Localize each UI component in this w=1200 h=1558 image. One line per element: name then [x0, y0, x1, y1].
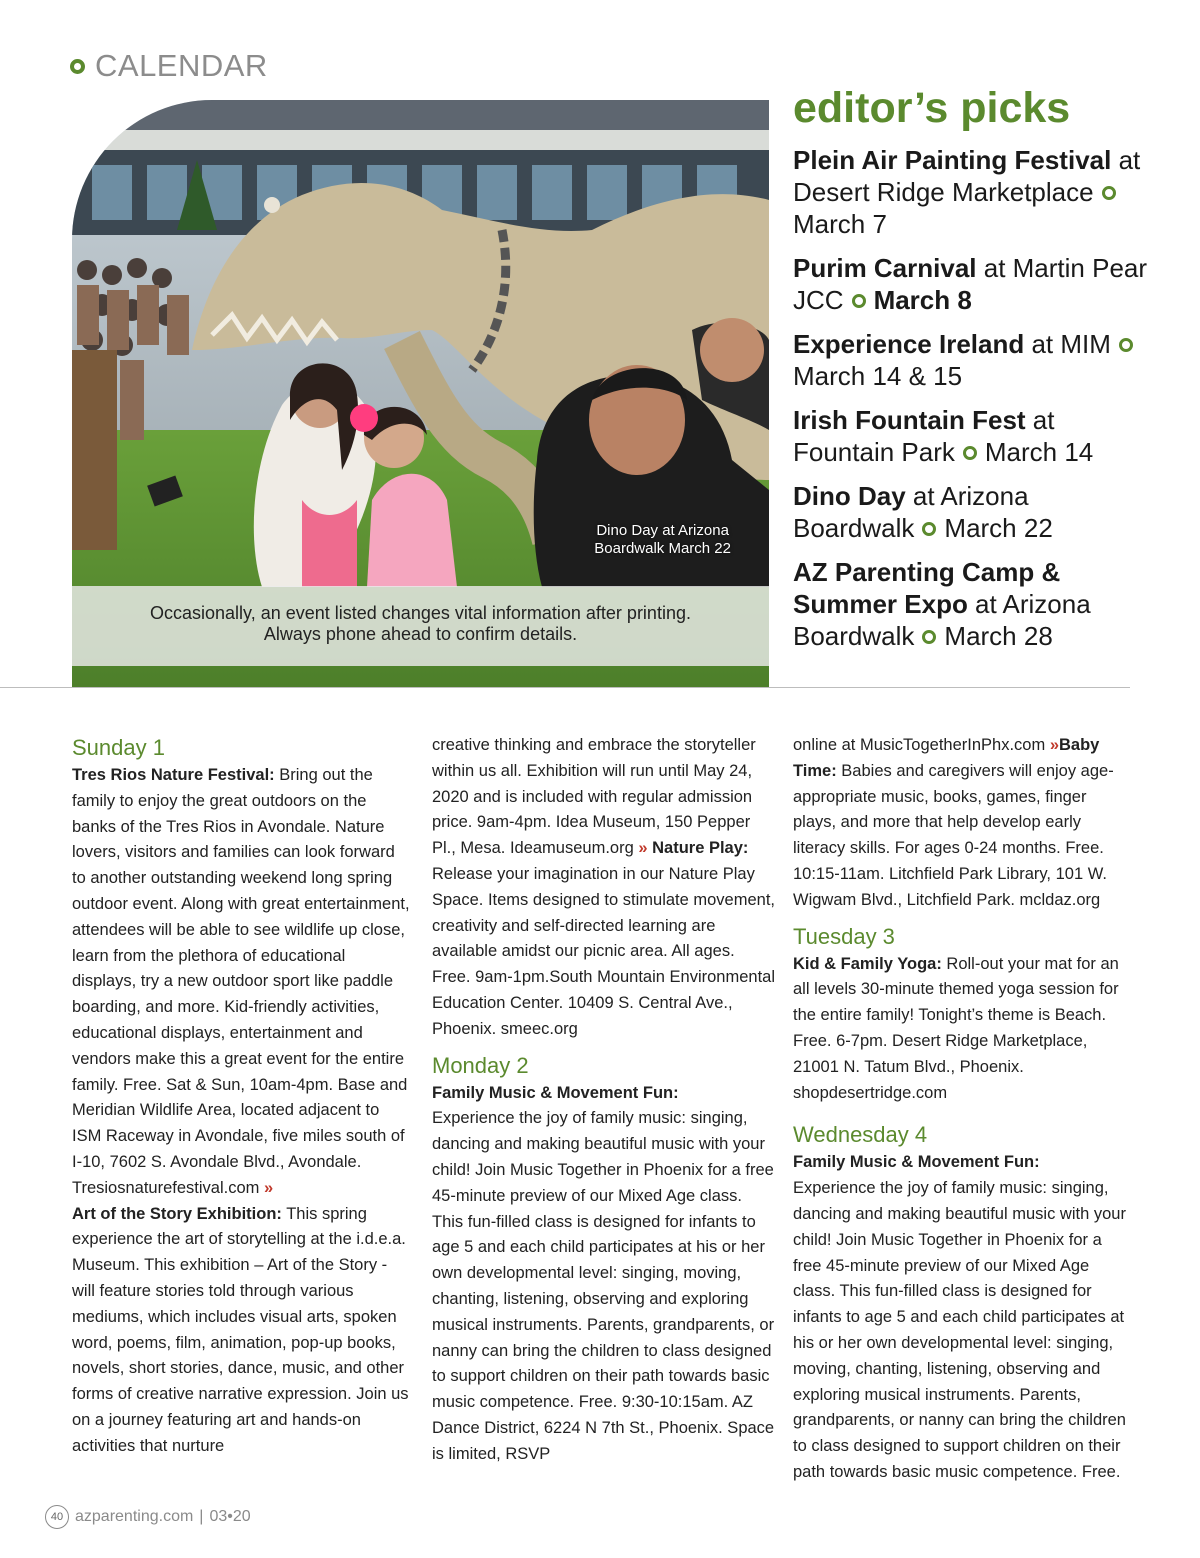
- disclaimer-notice: [72, 586, 769, 666]
- page-number: 40: [45, 1505, 69, 1529]
- event-body: Roll-out your mat for an all levels 30-minute themed yoga session for the entire family! Tonight’s theme is Beach. Free. 6-7pm. Desert Ridge Marketplace, 21001 N. Tatum Blvd., Phoenix. shopdesertridge.com: [793, 954, 1119, 1102]
- pick-event: Irish Fountain Fest: [793, 405, 1026, 435]
- event-title: Family Music & Movement Fun:: [793, 1153, 1040, 1172]
- section-label: [70, 48, 268, 84]
- event-body: online at MusicTogetherInPhx.com: [793, 736, 1050, 754]
- event-entry: [432, 733, 775, 1043]
- bullet-ring-icon: [1102, 186, 1116, 200]
- pick-date: March 14 & 15: [793, 361, 963, 391]
- pick-venue: at Fountain Park: [793, 405, 1055, 467]
- event-entry: [793, 952, 1133, 1107]
- bullet-ring-icon: [70, 59, 85, 74]
- pick-date: March 8: [873, 285, 972, 315]
- event-entry: [72, 763, 410, 1202]
- event-title: Baby Time:: [793, 736, 1100, 780]
- pick-item: [793, 556, 1153, 652]
- bullet-ring-icon: [922, 522, 936, 536]
- separator-icon: »: [1049, 736, 1059, 754]
- separator-icon: »: [638, 839, 648, 858]
- pick-item: [793, 328, 1153, 392]
- event-title: Kid & Family Yoga:: [793, 954, 942, 973]
- event-title: Art of the Story Exhibition:: [72, 1204, 282, 1223]
- photo-caption: [594, 522, 731, 558]
- pick-venue: at Arizona Boardwalk: [793, 481, 1029, 543]
- pick-event: Plein Air Painting Festival: [793, 145, 1112, 175]
- event-title: Tres Rios Nature Festival:: [72, 766, 275, 784]
- footer-issue: 03•20: [209, 1508, 251, 1525]
- event-entry: [793, 733, 1133, 914]
- event-body: Experience the joy of family music: singing, dancing and making beautiful music with your child! Join Music Together in Phoenix for a free 45-minute preview of our Mixed Age class. This fun-filled class is designed for infants to age 5 and each child participates at his or her own developmental level: singing, moving, chanting, listening, observing and exploring musical instruments. Parents, grandparents, or nanny can bring the children to class designed to support children on their path towards basic music competence. Free. 9:30-10:15am. AZ Dance District, 6224 N 7th St., Phoenix. Space is limited, RSVP: [432, 1109, 775, 1463]
- day-heading: Wednesday 4: [793, 1122, 928, 1148]
- pick-event: Dino Day: [793, 481, 906, 511]
- separator-icon: »: [263, 1178, 274, 1197]
- event-title: Nature Play:: [652, 839, 749, 858]
- caption-line-2: Boardwalk March 22: [594, 540, 731, 557]
- pick-date: March 22: [944, 513, 1053, 543]
- event-body: Release your imagination in our Nature Play Space. Items designed to stimulate movement, creativity and self-directed learning are available amidst our picnic area. All ages. Free. 9am-1pm.South Mountain Environmental Education Center. 10409 S. Central Ave., Phoenix. smeec.org: [432, 864, 776, 1038]
- footer-separator: |: [199, 1508, 204, 1525]
- notice-line-1: Occasionally, an event listed changes vital information after printing.: [150, 603, 691, 623]
- bullet-ring-icon: [963, 446, 977, 460]
- section-divider: [0, 687, 1130, 688]
- section-title: CALENDAR: [95, 48, 268, 83]
- pick-item: [793, 480, 1153, 544]
- pick-event: Purim Carnival: [793, 253, 977, 283]
- calendar-column-1: [72, 733, 410, 1460]
- pick-venue: at Martin Pear JCC: [793, 253, 1148, 315]
- hero-photo: [72, 100, 769, 687]
- event-entry: [72, 1202, 410, 1460]
- pick-venue: at MIM: [1024, 329, 1111, 359]
- day-heading: Monday 2: [432, 1052, 529, 1078]
- pick-date: March 7: [793, 209, 887, 239]
- editors-picks: [793, 80, 1153, 664]
- pick-venue: at Desert Ridge Marketplace: [793, 145, 1141, 207]
- bullet-ring-icon: [922, 630, 936, 644]
- notice-line-2: Always phone ahead to confirm details.: [263, 624, 578, 644]
- event-body: Babies and caregivers will enjoy age-appropriate music, books, games, finger plays, and more that help develop early literacy skills. For ages 0-24 months. Free. 10:15-11am. Litchfield Park Library, 101 W. Wigwam Blvd., Litchfield Park. mcldaz.org: [793, 761, 1114, 909]
- pick-date: March 14: [984, 437, 1094, 467]
- calendar-column-2: [432, 733, 775, 1468]
- day-heading: Tuesday 3: [793, 923, 895, 949]
- page-footer: [45, 1505, 251, 1529]
- pick-item: [793, 252, 1153, 316]
- event-body: creative thinking and embrace the storyteller within us all. Exhibition will run until May 24, 2020 and is included with regular admission price. 9am-4pm. Idea Museum, 150 Pepper Pl., Mesa. Ideamuseum.org: [432, 736, 756, 858]
- event-body: Experience the joy of family music: singing, dancing and making beautiful music with your child! Join Music Together in Phoenix for a free 45-minute preview of our Mixed Age class. This fun-filled class is designed for infants to age 5 and each child participates at his or her own developmental level: singing, moving, chanting, listening, observing and exploring musical instruments. Parents, grandparents, or nanny can bring the children to class designed to support children on their path towards basic music competence. Free.: [793, 1179, 1126, 1481]
- day-heading: Sunday 1: [72, 735, 165, 760]
- pick-event: Experience Ireland: [793, 329, 1025, 359]
- bullet-ring-icon: [1119, 338, 1133, 352]
- event-body: Bring out the family to enjoy the great outdoors on the banks of the Tres Rios in Avondale. Nature lovers, visitors and families can look forward to another outstanding weekend long spring outdoor event. Along with great entertainment, attendees will be able to see wildlife up close, learn from the plethora of educational displays, try a new outdoor sport like paddle boarding, and more. Kid-friendly activities, educational displays, entertainment and vendors make this a great event for the entire family. Free. Sat & Sun, 10am-4pm. Base and Meridian Wildlife Area, located adjacent to ISM Raceway in Avondale, five miles south of I-10, 7602 S. Avondale Blvd., Avondale. Tresiosnaturefestival.com: [72, 766, 410, 1197]
- pick-venue: at Arizona Boardwalk: [793, 589, 1091, 651]
- editors-picks-title: editor’s picks: [793, 84, 1071, 132]
- pick-event: AZ Parenting Camp & Summer Expo: [793, 557, 1061, 619]
- caption-line-1: Dino Day at Arizona: [596, 522, 729, 539]
- pick-item: [793, 144, 1153, 240]
- bullet-ring-icon: [852, 294, 866, 308]
- footer-site: azparenting.com: [75, 1508, 194, 1525]
- event-title: Family Music & Movement Fun:: [432, 1083, 679, 1102]
- event-body: This spring experience the art of storytelling at the i.d.e.a. Museum. This exhibition – Art of the Story - will feature stories told through various mediums, which includes visual arts, spoken word, poems, film, animation, pop-up books, novels, short stories, dance, music, and other forms of creative narrative expression. Join us on a journey featuring art and hands-on activities that nurture: [72, 1204, 409, 1455]
- pick-item: [793, 404, 1153, 468]
- pick-date: March 28: [944, 621, 1053, 651]
- calendar-column-3: [793, 733, 1133, 1486]
